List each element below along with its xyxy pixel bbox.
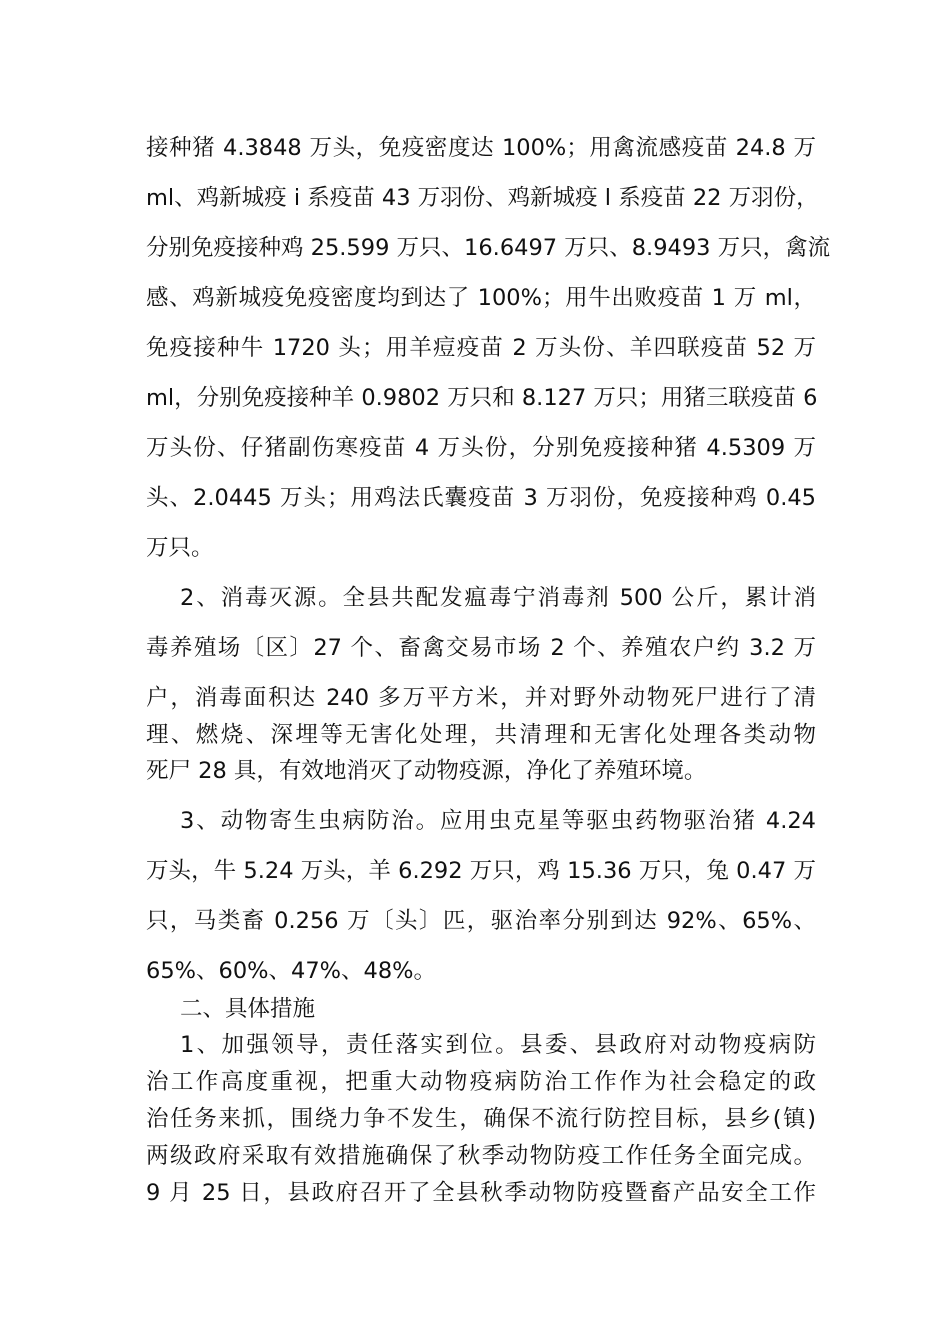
text-line: 户，消毒面积达 240 多万平方米，并对野外动物死尸进行了清 (146, 685, 816, 711)
text-line: 免疫接种牛 1720 头；用羊痘疫苗 2 万头份、羊四联疫苗 52 万 (146, 335, 816, 361)
text-line: 感、鸡新城疫免疫密度均到达了 100%；用牛出败疫苗 1 万 ml， (146, 285, 816, 311)
text-line: 65%、60%、47%、48%。 (146, 958, 437, 984)
text-line: 死尸 28 具，有效地消灭了动物疫源，净化了养殖环境。 (146, 758, 707, 784)
text-line: 分别免疫接种鸡 25.599 万只、16.6497 万只、8.9493 万只，禽流 (146, 235, 831, 261)
text-line: 万头，牛 5.24 万头，羊 6.292 万只，鸡 15.36 万只，兔 0.47 万 (146, 858, 816, 884)
text-line: 两级政府采取有效措施确保了秋季动物防疫工作任务全面完成。 (146, 1143, 816, 1169)
section-heading: 二、具体措施 (180, 996, 316, 1022)
text-line: 治工作高度重视，把重大动物疫病防治工作作为社会稳定的政 (146, 1069, 816, 1095)
text-line: 治任务来抓，围绕力争不发生，确保不流行防控目标，县乡(镇) (146, 1106, 816, 1132)
text-line: 接种猪 4.3848 万头，免疫密度达 100%；用禽流感疫苗 24.8 万 (146, 135, 816, 161)
text-line: 头、2.0445 万头；用鸡法氏囊疫苗 3 万羽份，免疫接种鸡 0.45 (146, 485, 816, 511)
text-line: 毒养殖场〔区〕27 个、畜禽交易市场 2 个、养殖农户约 3.2 万 (146, 635, 816, 661)
text-line: 只，马类畜 0.256 万〔头〕匹，驱治率分别到达 92%、65%、 (146, 908, 816, 934)
text-line: ml、鸡新城疫 i 系疫苗 43 万羽份、鸡新城疫 l 系疫苗 22 万羽份， (146, 185, 819, 211)
text-line: ml，分别免疫接种羊 0.9802 万只和 8.127 万只；用猪三联疫苗 6 (146, 385, 818, 411)
text-line: 理、燃烧、深埋等无害化处理，共清理和无害化处理各类动物 (146, 722, 816, 748)
paragraph-start-line: 2、消毒灭源。全县共配发瘟毒宁消毒剂 500 公斤，累计消 (180, 585, 816, 611)
paragraph-start-line: 1、加强领导，责任落实到位。县委、县政府对动物疫病防 (180, 1032, 816, 1058)
text-line: 9 月 25 日，县政府召开了全县秋季动物防疫暨畜产品安全工作 (146, 1180, 816, 1206)
text-line: 万只。 (146, 535, 214, 561)
text-line: 万头份、仔猪副伤寒疫苗 4 万头份，分别免疫接种猪 4.5309 万 (146, 435, 816, 461)
paragraph-start-line: 3、动物寄生虫病防治。应用虫克星等驱虫药物驱治猪 4.24 (180, 808, 816, 834)
